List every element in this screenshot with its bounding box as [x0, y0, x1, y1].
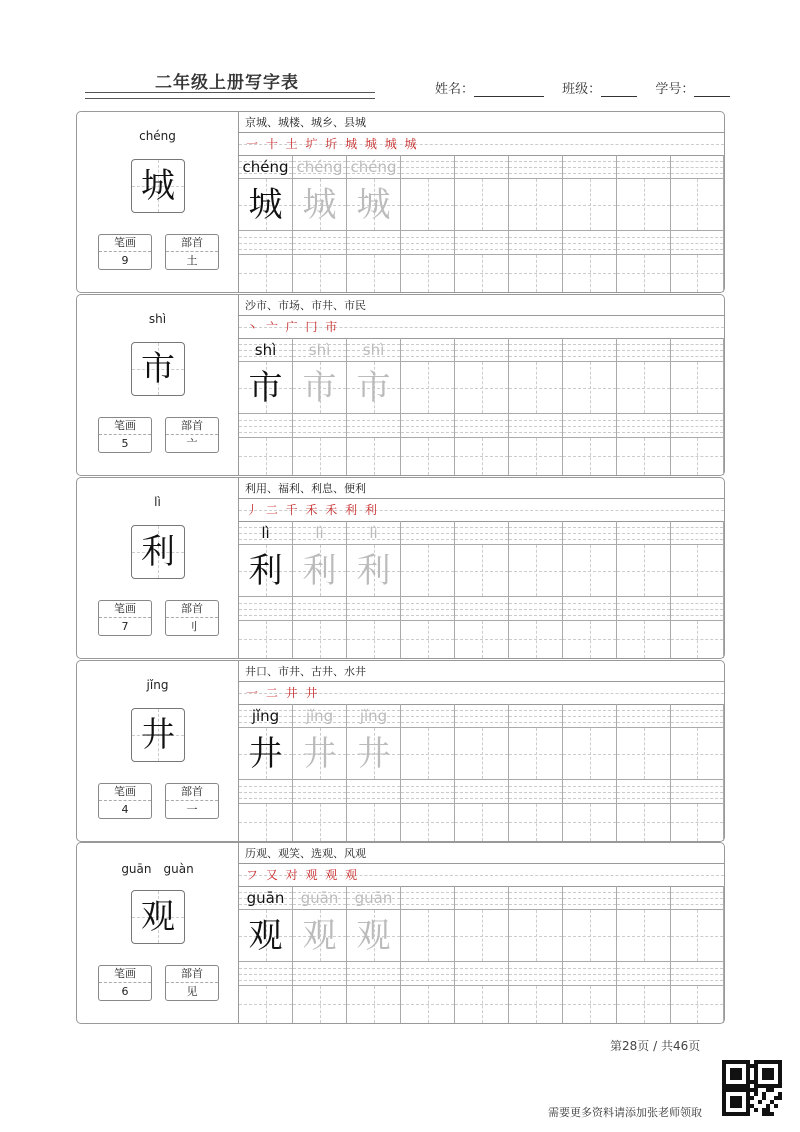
title-underline [85, 92, 375, 99]
character-row [76, 660, 725, 842]
class-field[interactable] [601, 84, 637, 97]
radical-label: 部首 [166, 966, 218, 983]
radical-value: 刂 [186, 620, 198, 633]
writing-cell[interactable]: 观 [293, 910, 347, 962]
pinyin-cell[interactable] [509, 704, 563, 728]
writing-cell[interactable] [455, 545, 509, 597]
stroke-order: 丶 亠 广 冂 市 [246, 320, 340, 334]
writing-cell[interactable] [401, 255, 455, 292]
character-row [76, 477, 725, 659]
writing-cell[interactable] [455, 438, 509, 475]
practice-area [239, 661, 724, 841]
radical-box [165, 234, 219, 270]
writing-cell[interactable] [293, 986, 347, 1023]
writing-cell[interactable]: 井 [293, 728, 347, 780]
pinyin-cell[interactable]: jǐng [239, 704, 293, 728]
writing-cell[interactable] [401, 910, 455, 962]
writing-cell[interactable] [347, 621, 401, 658]
pinyin-cell[interactable] [401, 414, 455, 438]
pinyin-cell[interactable]: shì [347, 338, 401, 362]
pinyin-cell[interactable] [617, 780, 671, 804]
pinyin-cell[interactable] [563, 155, 617, 179]
writing-cell[interactable] [671, 545, 724, 597]
stroke-order-line [239, 316, 724, 339]
writing-cell[interactable] [509, 545, 563, 597]
pinyin-cell[interactable] [671, 338, 724, 362]
writing-cell[interactable] [563, 804, 617, 841]
writing-cell[interactable] [617, 804, 671, 841]
strokes-count: 9 [121, 254, 129, 267]
pinyin-cell[interactable] [455, 231, 509, 255]
character-card [77, 478, 239, 658]
pinyin-cell[interactable]: shì [239, 338, 293, 362]
writing-cell[interactable] [563, 986, 617, 1023]
writing-cell[interactable] [455, 362, 509, 414]
strokes-box [98, 965, 152, 1001]
pinyin-cell[interactable] [563, 231, 617, 255]
writing-cell[interactable] [617, 545, 671, 597]
card-pinyin: guān guàn [121, 862, 194, 876]
page-indicator: 第28页 / 共46页 [610, 1039, 701, 1053]
card-character-box [131, 890, 185, 944]
pinyin-cell[interactable] [347, 231, 401, 255]
pinyin-cell[interactable] [293, 962, 347, 986]
writing-cell[interactable] [563, 438, 617, 475]
pinyin-cell[interactable]: lì [347, 521, 401, 545]
stroke-order: 丿 二 千 禾 禾 利 利 [246, 503, 379, 517]
pinyin-cell[interactable] [239, 962, 293, 986]
strokes-label: 笔画 [99, 418, 151, 435]
footer-note: 需要更多资料请添加张老师领取 [548, 1106, 702, 1119]
pinyin-cell[interactable] [671, 231, 724, 255]
pinyin-cell[interactable] [401, 231, 455, 255]
writing-cell[interactable]: 城 [293, 179, 347, 231]
writing-cell[interactable]: 市 [347, 362, 401, 414]
writing-cell[interactable] [563, 362, 617, 414]
writing-cell[interactable] [347, 255, 401, 292]
pinyin-cell[interactable] [617, 886, 671, 910]
pinyin-cell[interactable] [293, 780, 347, 804]
pinyin-cell[interactable] [563, 338, 617, 362]
writing-cell[interactable]: 利 [293, 545, 347, 597]
pinyin-cell[interactable] [401, 521, 455, 545]
card-pinyin: jǐng [146, 678, 169, 692]
pinyin-cell[interactable] [293, 597, 347, 621]
pinyin-cell[interactable] [617, 521, 671, 545]
pinyin-cell[interactable] [563, 780, 617, 804]
pinyin-cell[interactable] [671, 597, 724, 621]
writing-cell[interactable] [509, 255, 563, 292]
writing-cell[interactable] [293, 438, 347, 475]
writing-cell[interactable] [671, 179, 724, 231]
stroke-order: フ 又 对 观 观 观 [246, 868, 360, 882]
pinyin-cell[interactable] [239, 780, 293, 804]
strokes-box [98, 234, 152, 270]
practice-area [239, 843, 724, 1023]
pinyin-cell[interactable] [239, 414, 293, 438]
writing-cell[interactable] [617, 438, 671, 475]
card-pinyin: chéng [139, 129, 176, 143]
pinyin-cell[interactable] [509, 521, 563, 545]
writing-cell[interactable] [455, 910, 509, 962]
character-card [77, 112, 239, 292]
name-label: 姓名： [435, 82, 475, 97]
pinyin-cell[interactable] [401, 962, 455, 986]
pinyin-cell[interactable] [563, 597, 617, 621]
writing-cell[interactable] [239, 986, 293, 1023]
pinyin-cell[interactable]: guān [347, 886, 401, 910]
pinyin-cell[interactable] [671, 780, 724, 804]
writing-cell[interactable] [401, 986, 455, 1023]
pinyin-cell[interactable] [671, 886, 724, 910]
character-row [76, 111, 725, 293]
writing-cell[interactable] [509, 910, 563, 962]
writing-cell[interactable] [455, 255, 509, 292]
writing-cell[interactable] [671, 255, 724, 292]
writing-cell[interactable] [455, 804, 509, 841]
pinyin-cell[interactable] [455, 704, 509, 728]
writing-cell[interactable] [563, 255, 617, 292]
strokes-box [98, 417, 152, 453]
pinyin-cell[interactable] [563, 886, 617, 910]
writing-cell[interactable] [455, 179, 509, 231]
strokes-label: 笔画 [99, 966, 151, 983]
writing-cell[interactable] [617, 728, 671, 780]
writing-cell[interactable] [401, 804, 455, 841]
pinyin-cell[interactable] [617, 962, 671, 986]
pinyin-cell[interactable] [455, 886, 509, 910]
pinyin-cell[interactable] [509, 962, 563, 986]
pinyin-cell[interactable] [617, 414, 671, 438]
character-card [77, 843, 239, 1023]
pinyin-cell[interactable] [617, 231, 671, 255]
writing-cell[interactable]: 市 [239, 362, 293, 414]
character-row [76, 842, 725, 1024]
pinyin-cell[interactable] [293, 414, 347, 438]
writing-cell[interactable] [239, 255, 293, 292]
writing-cell[interactable] [509, 621, 563, 658]
practice-area [239, 112, 724, 292]
pinyin-cell[interactable] [617, 597, 671, 621]
writing-cell[interactable] [563, 910, 617, 962]
example-words: 京城、城楼、城乡、县城 [239, 112, 724, 133]
writing-cell[interactable] [401, 728, 455, 780]
writing-cell[interactable] [671, 910, 724, 962]
writing-cell[interactable] [671, 986, 724, 1023]
pinyin-cell[interactable] [509, 231, 563, 255]
pinyin-cell[interactable]: chéng [239, 155, 293, 179]
example-words: 历观、观笑、选观、风观 [239, 843, 724, 864]
card-character-box [131, 525, 185, 579]
stroke-order-line [239, 864, 724, 887]
name-field[interactable] [474, 84, 544, 97]
stroke-order-line [239, 682, 724, 705]
writing-cell[interactable] [509, 986, 563, 1023]
pinyin-cell[interactable] [347, 597, 401, 621]
pinyin-cell[interactable] [239, 231, 293, 255]
writing-cell[interactable]: 市 [293, 362, 347, 414]
stroke-order-line [239, 499, 724, 522]
writing-cell[interactable] [671, 438, 724, 475]
character-card [77, 661, 239, 841]
writing-cell[interactable] [617, 621, 671, 658]
writing-cell[interactable] [671, 362, 724, 414]
writing-cell[interactable] [671, 804, 724, 841]
radical-label: 部首 [166, 418, 218, 435]
pinyin-cell[interactable] [617, 338, 671, 362]
pinyin-cell[interactable] [347, 414, 401, 438]
student-info [435, 78, 744, 97]
writing-cell[interactable] [617, 986, 671, 1023]
writing-cell[interactable] [293, 621, 347, 658]
strokes-box [98, 600, 152, 636]
pinyin-cell[interactable]: guān [239, 886, 293, 910]
writing-cell[interactable] [293, 255, 347, 292]
pinyin-cell[interactable] [455, 521, 509, 545]
pinyin-cell[interactable] [563, 521, 617, 545]
writing-cell[interactable] [617, 910, 671, 962]
pinyin-cell[interactable] [455, 414, 509, 438]
stroke-order: 一 十 土 圹 圻 城 城 城 城 [246, 137, 419, 151]
class-label: 班级： [562, 82, 602, 97]
pinyin-cell[interactable] [455, 780, 509, 804]
writing-cell[interactable] [401, 179, 455, 231]
pinyin-cell[interactable]: guān [293, 886, 347, 910]
number-field[interactable] [694, 84, 730, 97]
pinyin-cell[interactable]: lì [239, 521, 293, 545]
practice-area [239, 478, 724, 658]
card-character-box [131, 342, 185, 396]
pinyin-cell[interactable] [401, 155, 455, 179]
card-character: 利 [141, 532, 175, 572]
writing-cell[interactable] [401, 438, 455, 475]
stroke-order-line [239, 133, 724, 156]
strokes-count: 7 [121, 620, 129, 633]
character-row [76, 294, 725, 476]
pinyin-cell[interactable] [509, 597, 563, 621]
writing-cell[interactable] [347, 438, 401, 475]
example-words: 利用、福利、利息、便利 [239, 478, 724, 499]
writing-cell[interactable] [563, 621, 617, 658]
writing-cell[interactable] [671, 728, 724, 780]
pinyin-cell[interactable] [293, 231, 347, 255]
writing-cell[interactable]: 城 [239, 179, 293, 231]
pinyin-cell[interactable] [509, 414, 563, 438]
stroke-order: 一 二 井 井 [246, 686, 320, 700]
writing-cell[interactable] [455, 986, 509, 1023]
writing-cell[interactable]: 利 [239, 545, 293, 597]
writing-cell[interactable] [509, 362, 563, 414]
pinyin-cell[interactable] [671, 962, 724, 986]
pinyin-cell[interactable] [239, 597, 293, 621]
writing-cell[interactable]: 利 [347, 545, 401, 597]
example-words: 井口、市井、古井、水井 [239, 661, 724, 682]
writing-cell[interactable] [509, 179, 563, 231]
card-character-box [131, 708, 185, 762]
radical-box [165, 965, 219, 1001]
strokes-label: 笔画 [99, 235, 151, 252]
pinyin-cell[interactable] [563, 962, 617, 986]
writing-cell[interactable]: 观 [347, 910, 401, 962]
writing-cell[interactable] [509, 804, 563, 841]
pinyin-cell[interactable] [455, 338, 509, 362]
radical-value: 一 [186, 803, 198, 816]
pinyin-cell[interactable] [671, 521, 724, 545]
pinyin-cell[interactable]: chéng [293, 155, 347, 179]
pinyin-cell[interactable] [401, 338, 455, 362]
writing-cell[interactable] [563, 728, 617, 780]
writing-cell[interactable] [347, 986, 401, 1023]
pinyin-cell[interactable] [563, 414, 617, 438]
writing-cell[interactable]: 井 [347, 728, 401, 780]
writing-cell[interactable] [239, 621, 293, 658]
character-card [77, 295, 239, 475]
card-pinyin: shì [148, 312, 167, 326]
writing-cell[interactable] [347, 804, 401, 841]
radical-label: 部首 [166, 784, 218, 801]
writing-cell[interactable] [509, 438, 563, 475]
writing-cell[interactable] [401, 362, 455, 414]
radical-value: 土 [186, 254, 198, 267]
writing-cell[interactable] [563, 179, 617, 231]
card-character: 观 [141, 897, 175, 937]
writing-cell[interactable] [401, 545, 455, 597]
pinyin-cell[interactable] [455, 962, 509, 986]
pinyin-cell[interactable] [671, 414, 724, 438]
pinyin-cell[interactable] [617, 155, 671, 179]
pinyin-cell[interactable] [401, 886, 455, 910]
writing-cell[interactable] [617, 255, 671, 292]
pinyin-cell[interactable] [401, 704, 455, 728]
card-character: 井 [141, 715, 175, 755]
writing-cell[interactable] [509, 728, 563, 780]
pinyin-cell[interactable] [563, 704, 617, 728]
pinyin-cell[interactable] [509, 338, 563, 362]
pinyin-cell[interactable] [509, 886, 563, 910]
strokes-count: 6 [121, 985, 129, 998]
writing-cell[interactable] [239, 438, 293, 475]
strokes-label: 笔画 [99, 601, 151, 618]
pinyin-cell[interactable]: jǐng [293, 704, 347, 728]
qr-code [722, 1060, 782, 1116]
pinyin-cell[interactable] [401, 780, 455, 804]
pinyin-cell[interactable]: jǐng [347, 704, 401, 728]
pinyin-cell[interactable] [671, 704, 724, 728]
radical-value: 见 [186, 985, 198, 998]
practice-area [239, 295, 724, 475]
writing-cell[interactable] [617, 362, 671, 414]
example-words: 沙市、市场、市井、市民 [239, 295, 724, 316]
pinyin-cell[interactable] [347, 962, 401, 986]
writing-cell[interactable] [617, 179, 671, 231]
radical-box [165, 783, 219, 819]
radical-value: 亠 [186, 437, 198, 450]
writing-cell[interactable]: 观 [239, 910, 293, 962]
pinyin-cell[interactable] [509, 155, 563, 179]
writing-cell[interactable] [293, 804, 347, 841]
writing-cell[interactable]: 井 [239, 728, 293, 780]
radical-label: 部首 [166, 601, 218, 618]
writing-cell[interactable] [401, 621, 455, 658]
card-pinyin: lì [154, 495, 161, 509]
pinyin-cell[interactable] [671, 155, 724, 179]
writing-cell[interactable] [563, 545, 617, 597]
pinyin-cell[interactable]: lì [293, 521, 347, 545]
writing-cell[interactable] [239, 804, 293, 841]
writing-cell[interactable]: 城 [347, 179, 401, 231]
pinyin-cell[interactable] [455, 155, 509, 179]
pinyin-cell[interactable] [347, 780, 401, 804]
radical-box [165, 600, 219, 636]
card-character-box [131, 159, 185, 213]
pinyin-cell[interactable]: chéng [347, 155, 401, 179]
card-character: 城 [141, 166, 175, 206]
strokes-count: 4 [121, 803, 129, 816]
strokes-box [98, 783, 152, 819]
strokes-count: 5 [121, 437, 129, 450]
radical-box [165, 417, 219, 453]
radical-label: 部首 [166, 235, 218, 252]
pinyin-cell[interactable]: shì [293, 338, 347, 362]
writing-cell[interactable] [671, 621, 724, 658]
pinyin-cell[interactable] [401, 597, 455, 621]
writing-cell[interactable] [455, 728, 509, 780]
writing-cell[interactable] [455, 621, 509, 658]
card-character: 市 [141, 349, 175, 389]
pinyin-cell[interactable] [617, 704, 671, 728]
worksheet-title: 二年级上册写字表 [155, 73, 299, 93]
strokes-label: 笔画 [99, 784, 151, 801]
pinyin-cell[interactable] [509, 780, 563, 804]
pinyin-cell[interactable] [455, 597, 509, 621]
number-label: 学号： [655, 82, 695, 97]
